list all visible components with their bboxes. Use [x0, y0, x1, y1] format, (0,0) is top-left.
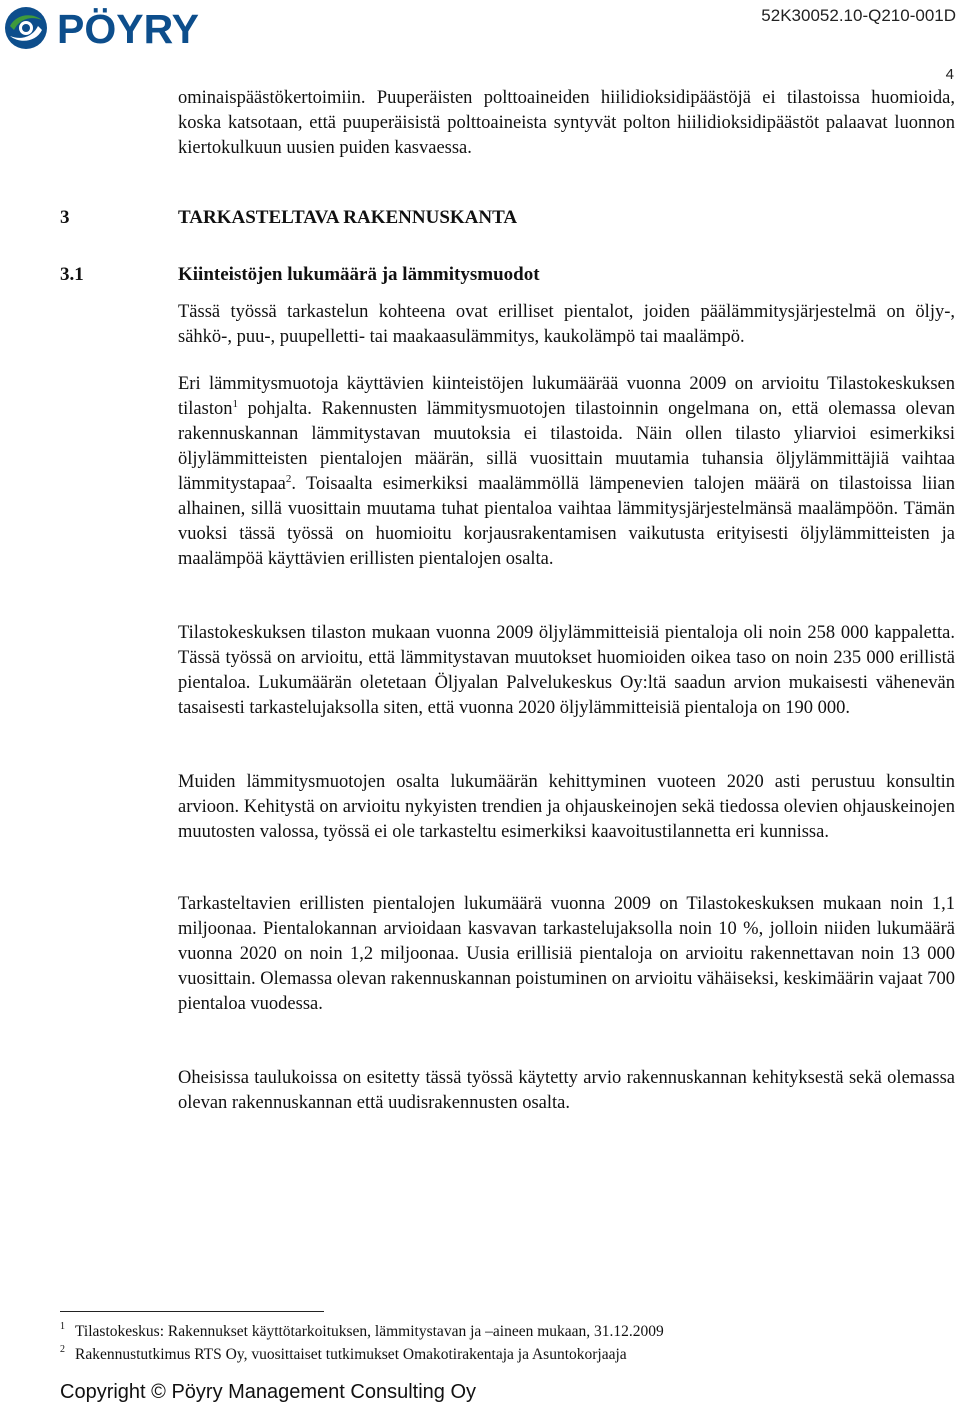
section-title: TARKASTELTAVA RAKENNUSKANTA — [178, 207, 518, 228]
paragraph-2 — [178, 372, 955, 572]
section-heading — [0, 206, 960, 230]
logo-wordmark: PÖYRY — [57, 6, 200, 52]
page-number: 4 — [945, 66, 954, 83]
paragraph-2-part-a: Eri lämmitysmuotoja käyttävien kiinteistöjen lukumäärää vuonna 2009 on arvioitu Tilastokeskuksen tilaston — [178, 374, 955, 419]
poyry-swirl-logo-icon — [2, 4, 54, 52]
paragraph-3: Tilastokeskuksen tilaston mukaan vuonna 2009 öljylämmitteisiä pientaloja oli noin 258 000 kappaletta. Tässä työssä on arvioitu, että lämmitystavan muutokset huomioiden oikea taso on noin 235 000 erillistä pientaloa. Lukumäärän oletetaan Öljyalan Palvelukeskus Oy:ltä saadun arvion mukaisesti vähenevän tasaisesti tarkastelujaksolla siten, että vuonna 2020 öljylämmitteisiä pientaloja on 190 000. — [178, 623, 955, 718]
footnote-ref-1: 1 — [232, 398, 238, 410]
paragraph-6: Oheisissa taulukoissa on esitetty tässä työssä käytetty arvio rakennuskannan kehityksestä sekä olemassa olevan rakennuskannan että uudisrakennusten osalta. — [178, 1068, 955, 1113]
copyright-footer: Copyright © Pöyry Management Consulting Oy — [60, 1381, 477, 1403]
footnote-2-mark: 2 — [60, 1344, 65, 1355]
subsection-title: Kiinteistöjen lukumäärä ja lämmitysmuodot — [178, 264, 540, 285]
paragraph-2-part-c: . Toisaalta esimerkiksi maalämmöllä lämpenevien talojen määrä on tilastoissa liian alhainen, sillä vuosittain muutama tuhat pientaloa vaihtaa lämmitysjärjestelmänsä maalämpöön. Tämän vuoksi tässä työssä on huomioitu korjausrakentamisen vaikutusta erityisesti öljylämmitteisten ja maalämpöä käyttävien erillisten pientalojen osalta. — [178, 474, 955, 569]
footnote-ref-2: 2 — [285, 473, 292, 485]
paragraph-2-part-b: pohjalta. Rakennusten lämmitysmuotojen tilastoinnin ongelmana on, että olemassa olevan rakennuskannan lämmitystavan muutoksia ei tilastoida. Näin ollen tilasto yliarvioi esimerkiksi öljylämmitteisten pientalojen määrän, sillä vuosittain muutamia tuhansia öljylämmittäjiä vaihtaa lämmitystapaa — [178, 399, 955, 494]
paragraph-4: Muiden lämmitysmuotojen osalta lukumäärän kehittyminen vuoteen 2020 asti perustuu konsultin arvioon. Kehitystä on arvioitu nykyisten trendien ja ohjauskeinojen sekä tiedossa olevien ohjauskeinojen muutosten valossa, työssä ei ole tarkasteltu esimerkiksi kaavoitustilannetta eri kunnissa. — [178, 772, 955, 842]
footnote-divider — [60, 1311, 324, 1312]
footnote-1-text: Tilastokeskus: Rakennukset käyttötarkoituksen, lämmitystavan ja –aineen mukaan, 31.12.2009 — [75, 1323, 664, 1340]
document-code: 52K30052.10-Q210-001D — [761, 6, 956, 25]
subsection-number: 3.1 — [60, 264, 84, 285]
paragraph-5: Tarkasteltavien erillisten pientalojen lukumäärä vuonna 2009 on Tilastokeskuksen mukaan noin 1,1 miljoonaa. Pientalokannan arvioidaan kasvavan tarkastelujaksolla noin 10 %, jolloin niiden lukumäärä vuonna 2020 on noin 1,2 miljoonaa. Uusia erillisiä pientaloja on arvioitu rakennettavan noin 13 000 vuosittain. Olemassa olevan rakennuskannan poistuminen on arvioitu vähäiseksi, keskimäärin vajaat 700 pientaloa vuodessa. — [178, 894, 955, 1014]
intro-paragraph: ominaispäästökertoimiin. Puuperäisten polttoaineiden hiilidioksidipäästöjä ei tilastoissa huomioida, koska katsotaan, että puuperäisistä polttoaineista syntyvät polton hiilidioksidipäästöt palaavat luonnon kiertokulkuun uusien puiden kasvaessa. — [178, 88, 955, 158]
section-number: 3 — [60, 207, 70, 228]
footnote-1 — [60, 1322, 664, 1342]
poyry-logo — [2, 4, 247, 52]
paragraph-1: Tässä työssä tarkastelun kohteena ovat erilliset pientalot, joiden päälämmitysjärjestelmä on öljy-, sähkö-, puu-, puupelletti- tai maakaasulämmitys, kaukolämpö tai maalämpö. — [178, 302, 955, 347]
footnote-2-text: Rakennustutkimus RTS Oy, vuosittaiset tutkimukset Omakotirakentaja ja Asuntokorjaaja — [75, 1346, 627, 1363]
subsection-heading — [0, 263, 960, 287]
footnote-1-mark: 1 — [60, 1321, 65, 1332]
footnote-2 — [60, 1345, 627, 1365]
